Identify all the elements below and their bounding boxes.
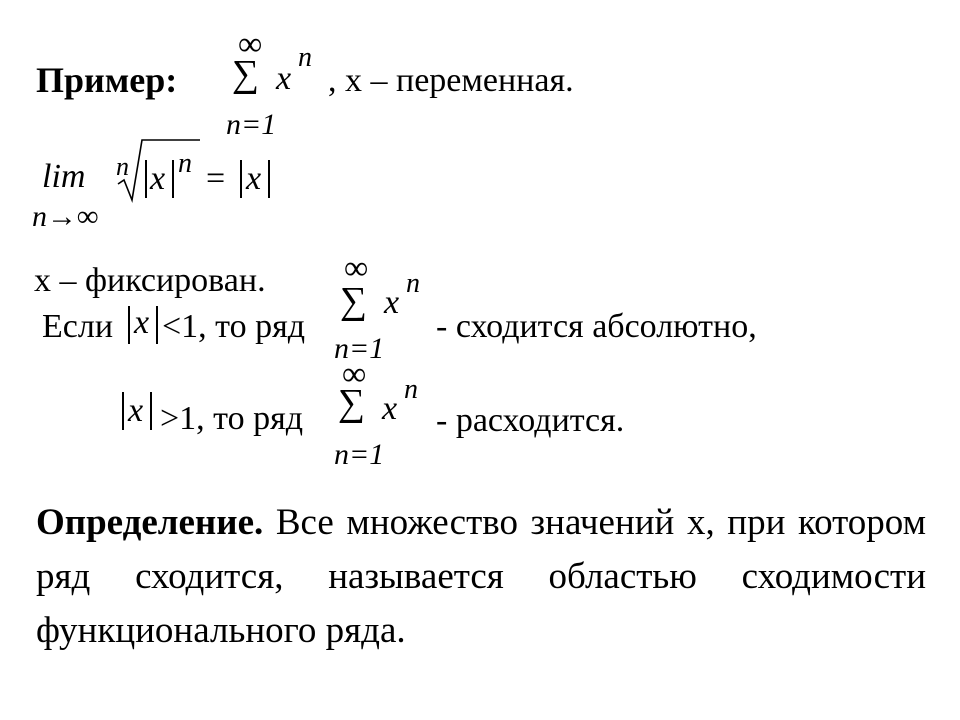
- definition-label: Определение.: [36, 502, 264, 543]
- abs-bar-right: [172, 160, 174, 198]
- case1-result: - сходится абсолютно,: [436, 308, 757, 345]
- case1-abs-bar-left: [128, 306, 130, 344]
- case2-sum-symbol: ∑: [338, 382, 366, 424]
- case2-abs-x: x: [128, 392, 144, 429]
- abs-x: x: [150, 160, 166, 197]
- case1-sum-lower: n=1: [334, 332, 385, 365]
- case1-sum-upper: ∞: [344, 250, 369, 287]
- case1-sum-exponent: n: [406, 268, 420, 299]
- sum-upper-limit: ∞: [238, 26, 263, 63]
- case2-sum-upper: ∞: [342, 356, 367, 393]
- sum-exponent: n: [298, 42, 312, 73]
- case2-abs-bar-right: [150, 392, 152, 430]
- lim-operator: lim: [42, 158, 86, 195]
- case1-condition: <1, то ряд: [162, 308, 306, 345]
- fixed-statement: x – фиксирован.: [34, 262, 266, 299]
- sum-lower-limit: n=1: [226, 108, 277, 141]
- root-exponent: n: [178, 148, 192, 179]
- case1-sum-term: x: [384, 284, 400, 321]
- case2-abs-bar-left: [122, 392, 124, 430]
- case1-prefix: Если: [42, 308, 114, 345]
- rhs-abs-bar-right: [268, 160, 270, 198]
- definition-text: Все множество значений x, при котором ряд сходится, называется областью сходимости функционального ряда.: [36, 502, 926, 651]
- case1-abs-bar-right: [156, 306, 158, 344]
- equals-sign: =: [206, 160, 226, 197]
- sum-term: x: [276, 60, 292, 97]
- sum-symbol: ∑: [232, 53, 260, 95]
- example-description: , x – переменная.: [328, 62, 574, 99]
- case1-abs-x: x: [134, 304, 150, 341]
- definition-paragraph: [36, 496, 926, 658]
- rhs-abs-bar-left: [240, 160, 242, 198]
- rhs-x: x: [246, 160, 262, 197]
- case2-result: - расходится.: [436, 402, 625, 439]
- case1-sum-symbol: ∑: [340, 280, 368, 322]
- case2-sum-exponent: n: [404, 374, 418, 405]
- case2-sum-term: x: [382, 390, 398, 427]
- root-index: n: [116, 152, 129, 181]
- case2-condition: >1, то ряд: [160, 400, 304, 437]
- case2-sum-lower: n=1: [334, 438, 385, 471]
- lim-subscript: n→∞: [32, 200, 99, 233]
- abs-bar-left: [145, 160, 147, 198]
- example-label: Пример:: [36, 60, 178, 100]
